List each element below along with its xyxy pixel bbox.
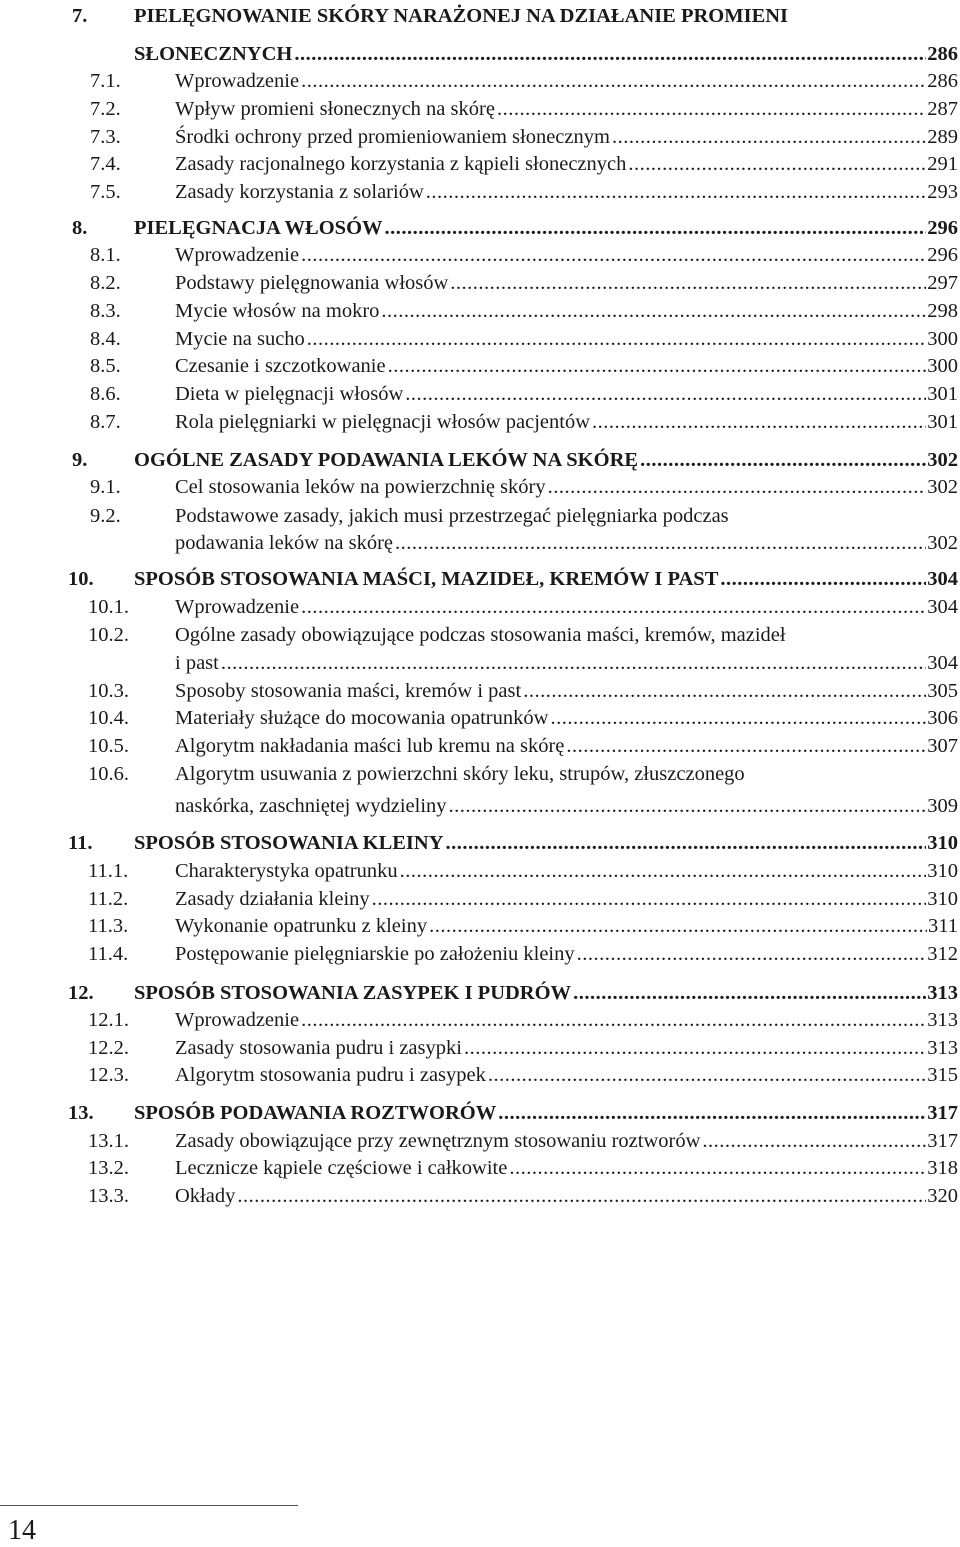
- page-ref: 312: [927, 943, 958, 965]
- entry-title: PIELĘGNOWANIE SKÓRY NARAŻONEJ NA DZIAŁANIE PROMIENI: [134, 5, 789, 27]
- page-ref: 307: [927, 735, 958, 757]
- chapter-number: 12.: [68, 982, 94, 1004]
- entry-title: Cel stosowania leków na powierzchnię skóry: [175, 476, 546, 498]
- toc-section-entry[interactable]: [175, 678, 958, 704]
- dot-leader: [702, 1128, 926, 1154]
- dot-leader: [509, 1155, 926, 1181]
- page-ref: 311: [928, 915, 958, 937]
- dot-leader: [640, 447, 926, 473]
- chapter-number: 13.: [68, 1102, 94, 1124]
- dot-leader: [301, 242, 926, 268]
- page-ref: 306: [927, 707, 958, 729]
- chapter-number: 7.: [72, 5, 88, 27]
- dot-leader: [488, 1062, 926, 1088]
- toc-chapter-entry[interactable]: [134, 566, 958, 592]
- entry-title: Algorytm stosowania pudru i zasypek: [175, 1064, 486, 1086]
- entry-title: Zasady stosowania pudru i zasypki: [175, 1037, 462, 1059]
- dot-leader: [573, 980, 926, 1006]
- page-ref: 300: [927, 355, 958, 377]
- entry-title: OGÓLNE ZASADY PODAWANIA LEKÓW NA SKÓRĘ: [134, 449, 639, 471]
- entry-title: PIELĘGNACJA WŁOSÓW: [134, 217, 383, 239]
- section-number: 8.5.: [90, 355, 121, 377]
- section-number: 8.7.: [90, 411, 121, 433]
- section-number: 12.1.: [88, 1009, 129, 1031]
- section-number: 10.2.: [88, 624, 129, 646]
- page-ref: 301: [927, 411, 958, 433]
- page-ref: 301: [927, 383, 958, 405]
- page-ref: 286: [927, 43, 958, 65]
- section-number: 11.4.: [88, 943, 129, 965]
- section-number: 9.1.: [90, 476, 121, 498]
- toc-section-entry[interactable]: [175, 326, 958, 352]
- dot-leader: [381, 298, 926, 324]
- toc-section-entry[interactable]: [175, 733, 958, 759]
- toc-section-entry[interactable]: [175, 270, 958, 296]
- dot-leader: [592, 409, 926, 435]
- page-ref: 310: [927, 888, 958, 910]
- toc-section-entry[interactable]: [175, 1128, 958, 1154]
- entry-title: SPOSÓB PODAWANIA ROZTWORÓW: [134, 1102, 497, 1124]
- entry-title: Wprowadzenie: [175, 70, 300, 92]
- toc-section-entry[interactable]: [175, 793, 958, 819]
- entry-title: Wykonanie opatrunku z kleiny: [175, 915, 428, 937]
- entry-title: Wpływ promieni słonecznych na skórę: [175, 98, 495, 120]
- page-ref: 313: [927, 1009, 958, 1031]
- entry-title-continued: SŁONECZNYCH: [134, 43, 293, 65]
- page-ref: 318: [927, 1157, 958, 1179]
- toc-section-entry[interactable]: [175, 242, 958, 268]
- dot-leader: [301, 1007, 926, 1033]
- dot-leader: [385, 215, 927, 241]
- entry-title: Sposoby stosowania maści, kremów i past: [175, 680, 522, 702]
- page-ref: 287: [927, 98, 958, 120]
- entry-title: Postępowanie pielęgniarskie po założeniu kleiny: [175, 943, 575, 965]
- page-ref: 309: [927, 795, 958, 817]
- page-ref: 317: [927, 1102, 958, 1124]
- dot-leader: [612, 124, 926, 150]
- entry-title-continued: naskórka, zaschniętej wydzieliny: [175, 795, 447, 817]
- section-number: 13.3.: [88, 1185, 129, 1207]
- toc-section-entry[interactable]: [175, 151, 958, 177]
- section-number: 9.2.: [90, 505, 121, 527]
- dot-leader: [429, 913, 927, 939]
- page-ref: 302: [927, 449, 958, 471]
- page-ref: 291: [927, 153, 958, 175]
- page-ref: 304: [927, 652, 958, 674]
- toc-chapter-entry[interactable]: [134, 1100, 958, 1126]
- toc-section-entry[interactable]: [175, 886, 958, 912]
- dot-leader: [400, 858, 927, 884]
- toc-chapter-entry[interactable]: [134, 447, 958, 473]
- dot-leader: [450, 270, 926, 296]
- page-ref: 296: [927, 217, 958, 239]
- toc-chapter-entry[interactable]: [134, 980, 958, 1006]
- page-ref: 298: [927, 300, 958, 322]
- entry-title: SPOSÓB STOSOWANIA MAŚCI, MAZIDEŁ, KREMÓW I PAST: [134, 568, 719, 590]
- entry-title: Mycie włosów na mokro: [175, 300, 380, 322]
- dot-leader: [426, 179, 926, 205]
- entry-title-continued: i past: [175, 652, 219, 674]
- section-number: 13.2.: [88, 1157, 129, 1179]
- toc-section-entry[interactable]: [175, 1155, 958, 1181]
- dot-leader: [388, 353, 927, 379]
- toc-section-entry[interactable]: [175, 298, 958, 324]
- footer-rule: [0, 1505, 298, 1506]
- toc-section-entry[interactable]: [175, 530, 958, 556]
- entry-title: SPOSÓB STOSOWANIA KLEINY: [134, 832, 444, 854]
- toc-section-entry[interactable]: [175, 353, 958, 379]
- entry-title: Podstawowe zasady, jakich musi przestrzegać pielęgniarka podczas: [175, 505, 729, 527]
- toc-section-entry[interactable]: [175, 1062, 958, 1088]
- toc-section-entry[interactable]: [175, 179, 958, 205]
- page-ref: 305: [927, 680, 958, 702]
- page-ref: 315: [927, 1064, 958, 1086]
- dot-leader: [307, 326, 926, 352]
- toc-section-entry[interactable]: [175, 409, 958, 435]
- toc-section-entry[interactable]: [175, 650, 958, 676]
- toc-chapter-entry[interactable]: [134, 41, 958, 67]
- entry-title: Ogólne zasady obowiązujące podczas stosowania maści, kremów, mazideł: [175, 624, 786, 646]
- dot-leader: [577, 941, 927, 967]
- section-number: 7.4.: [90, 153, 121, 175]
- entry-title: Rola pielęgniarki w pielęgnacji włosów pacjentów: [175, 411, 591, 433]
- section-number: 10.6.: [88, 763, 129, 785]
- toc-section-entry[interactable]: [175, 96, 958, 122]
- section-number: 10.3.: [88, 680, 129, 702]
- toc-section-entry[interactable]: [175, 705, 958, 731]
- page-ref: 313: [927, 1037, 958, 1059]
- page-ref: 317: [927, 1130, 958, 1152]
- toc-section-entry[interactable]: [175, 594, 958, 620]
- page-ref: 310: [927, 832, 958, 854]
- page-ref: 297: [927, 272, 958, 294]
- toc-section-entry[interactable]: [175, 474, 958, 500]
- page-number: 14: [8, 1515, 36, 1546]
- entry-title: Wprowadzenie: [175, 244, 300, 266]
- toc-chapter-entry[interactable]: [134, 215, 958, 241]
- section-number: 12.2.: [88, 1037, 129, 1059]
- entry-title: Zasady racjonalnego korzystania z kąpieli słonecznych: [175, 153, 627, 175]
- toc-section-entry[interactable]: [175, 68, 958, 94]
- entry-title: SPOSÓB STOSOWANIA ZASYPEK I PUDRÓW: [134, 982, 572, 1004]
- toc-section-entry[interactable]: [175, 1183, 958, 1209]
- entry-title: Lecznicze kąpiele częściowe i całkowite: [175, 1157, 508, 1179]
- dot-leader: [498, 1100, 926, 1126]
- dot-leader: [294, 41, 926, 67]
- page-ref: 296: [927, 244, 958, 266]
- dot-leader: [550, 705, 926, 731]
- dot-leader: [301, 594, 926, 620]
- entry-title: Dieta w pielęgnacji włosów: [175, 383, 404, 405]
- entry-title: Podstawy pielęgnowania włosów: [175, 272, 449, 294]
- page-ref: 293: [927, 181, 958, 203]
- toc-section-entry[interactable]: [175, 124, 958, 150]
- dot-leader: [628, 151, 926, 177]
- dot-leader: [446, 830, 927, 856]
- section-number: 7.5.: [90, 181, 121, 203]
- section-number: 8.3.: [90, 300, 121, 322]
- section-number: 7.1.: [90, 70, 121, 92]
- section-number: 10.1.: [88, 596, 129, 618]
- entry-title: Okłady: [175, 1185, 236, 1207]
- section-number: 8.2.: [90, 272, 121, 294]
- entry-title: Środki ochrony przed promieniowaniem słonecznym: [175, 126, 610, 148]
- chapter-number: 8.: [72, 217, 88, 239]
- section-number: 8.1.: [90, 244, 121, 266]
- section-number: 11.3.: [88, 915, 129, 937]
- entry-title: Czesanie i szczotkowanie: [175, 355, 386, 377]
- page-ref: 310: [927, 860, 958, 882]
- entry-title: Wprowadzenie: [175, 596, 300, 618]
- entry-title: Materiały służące do mocowania opatrunków: [175, 707, 549, 729]
- entry-title: Zasady działania kleiny: [175, 888, 370, 910]
- section-number: 7.3.: [90, 126, 121, 148]
- section-number: 8.6.: [90, 383, 121, 405]
- section-number: 13.1.: [88, 1130, 129, 1152]
- dot-leader: [720, 566, 926, 592]
- section-number: 11.1.: [88, 860, 129, 882]
- toc-section-entry[interactable]: [175, 381, 958, 407]
- toc-section-entry[interactable]: [175, 1035, 958, 1061]
- page-ref: 302: [927, 476, 958, 498]
- page-ref: 304: [927, 596, 958, 618]
- dot-leader: [405, 381, 926, 407]
- section-number: 10.4.: [88, 707, 129, 729]
- page-ref: 320: [927, 1185, 958, 1207]
- entry-title: Charakterystyka opatrunku: [175, 860, 398, 882]
- section-number: 7.2.: [90, 98, 121, 120]
- section-number: 10.5.: [88, 735, 129, 757]
- dot-leader: [497, 96, 926, 122]
- dot-leader: [395, 530, 926, 556]
- toc-chapter-entry[interactable]: [134, 830, 958, 856]
- page-ref: 304: [927, 568, 958, 590]
- section-number: 8.4.: [90, 328, 121, 350]
- section-number: 11.2.: [88, 888, 129, 910]
- entry-title-continued: podawania leków na skórę: [175, 532, 394, 554]
- section-number: 12.3.: [88, 1064, 129, 1086]
- toc-section-entry[interactable]: [175, 1007, 958, 1033]
- dot-leader: [566, 733, 926, 759]
- entry-title: Mycie na sucho: [175, 328, 305, 350]
- toc-section-entry[interactable]: [175, 913, 958, 939]
- dot-leader: [372, 886, 927, 912]
- page-ref: 313: [927, 982, 958, 1004]
- entry-title: Algorytm nakładania maści lub kremu na skórę: [175, 735, 565, 757]
- dot-leader: [237, 1183, 926, 1209]
- dot-leader: [548, 474, 927, 500]
- chapter-number: 11.: [68, 832, 93, 854]
- toc-section-entry[interactable]: [175, 858, 958, 884]
- entry-title: Wprowadzenie: [175, 1009, 300, 1031]
- toc-section-entry[interactable]: [175, 941, 958, 967]
- dot-leader: [449, 793, 927, 819]
- page-ref: 286: [927, 70, 958, 92]
- dot-leader: [523, 678, 926, 704]
- dot-leader: [221, 650, 926, 676]
- dot-leader: [301, 68, 926, 94]
- entry-title: Zasady obowiązujące przy zewnętrznym stosowaniu roztworów: [175, 1130, 701, 1152]
- page-ref: 289: [927, 126, 958, 148]
- page-ref: 302: [927, 532, 958, 554]
- entry-title: Zasady korzystania z solariów: [175, 181, 424, 203]
- entry-title: Algorytm usuwania z powierzchni skóry leku, strupów, złuszczonego: [175, 763, 745, 785]
- dot-leader: [464, 1035, 926, 1061]
- chapter-number: 10.: [68, 568, 94, 590]
- page-ref: 300: [927, 328, 958, 350]
- chapter-number: 9.: [72, 449, 88, 471]
